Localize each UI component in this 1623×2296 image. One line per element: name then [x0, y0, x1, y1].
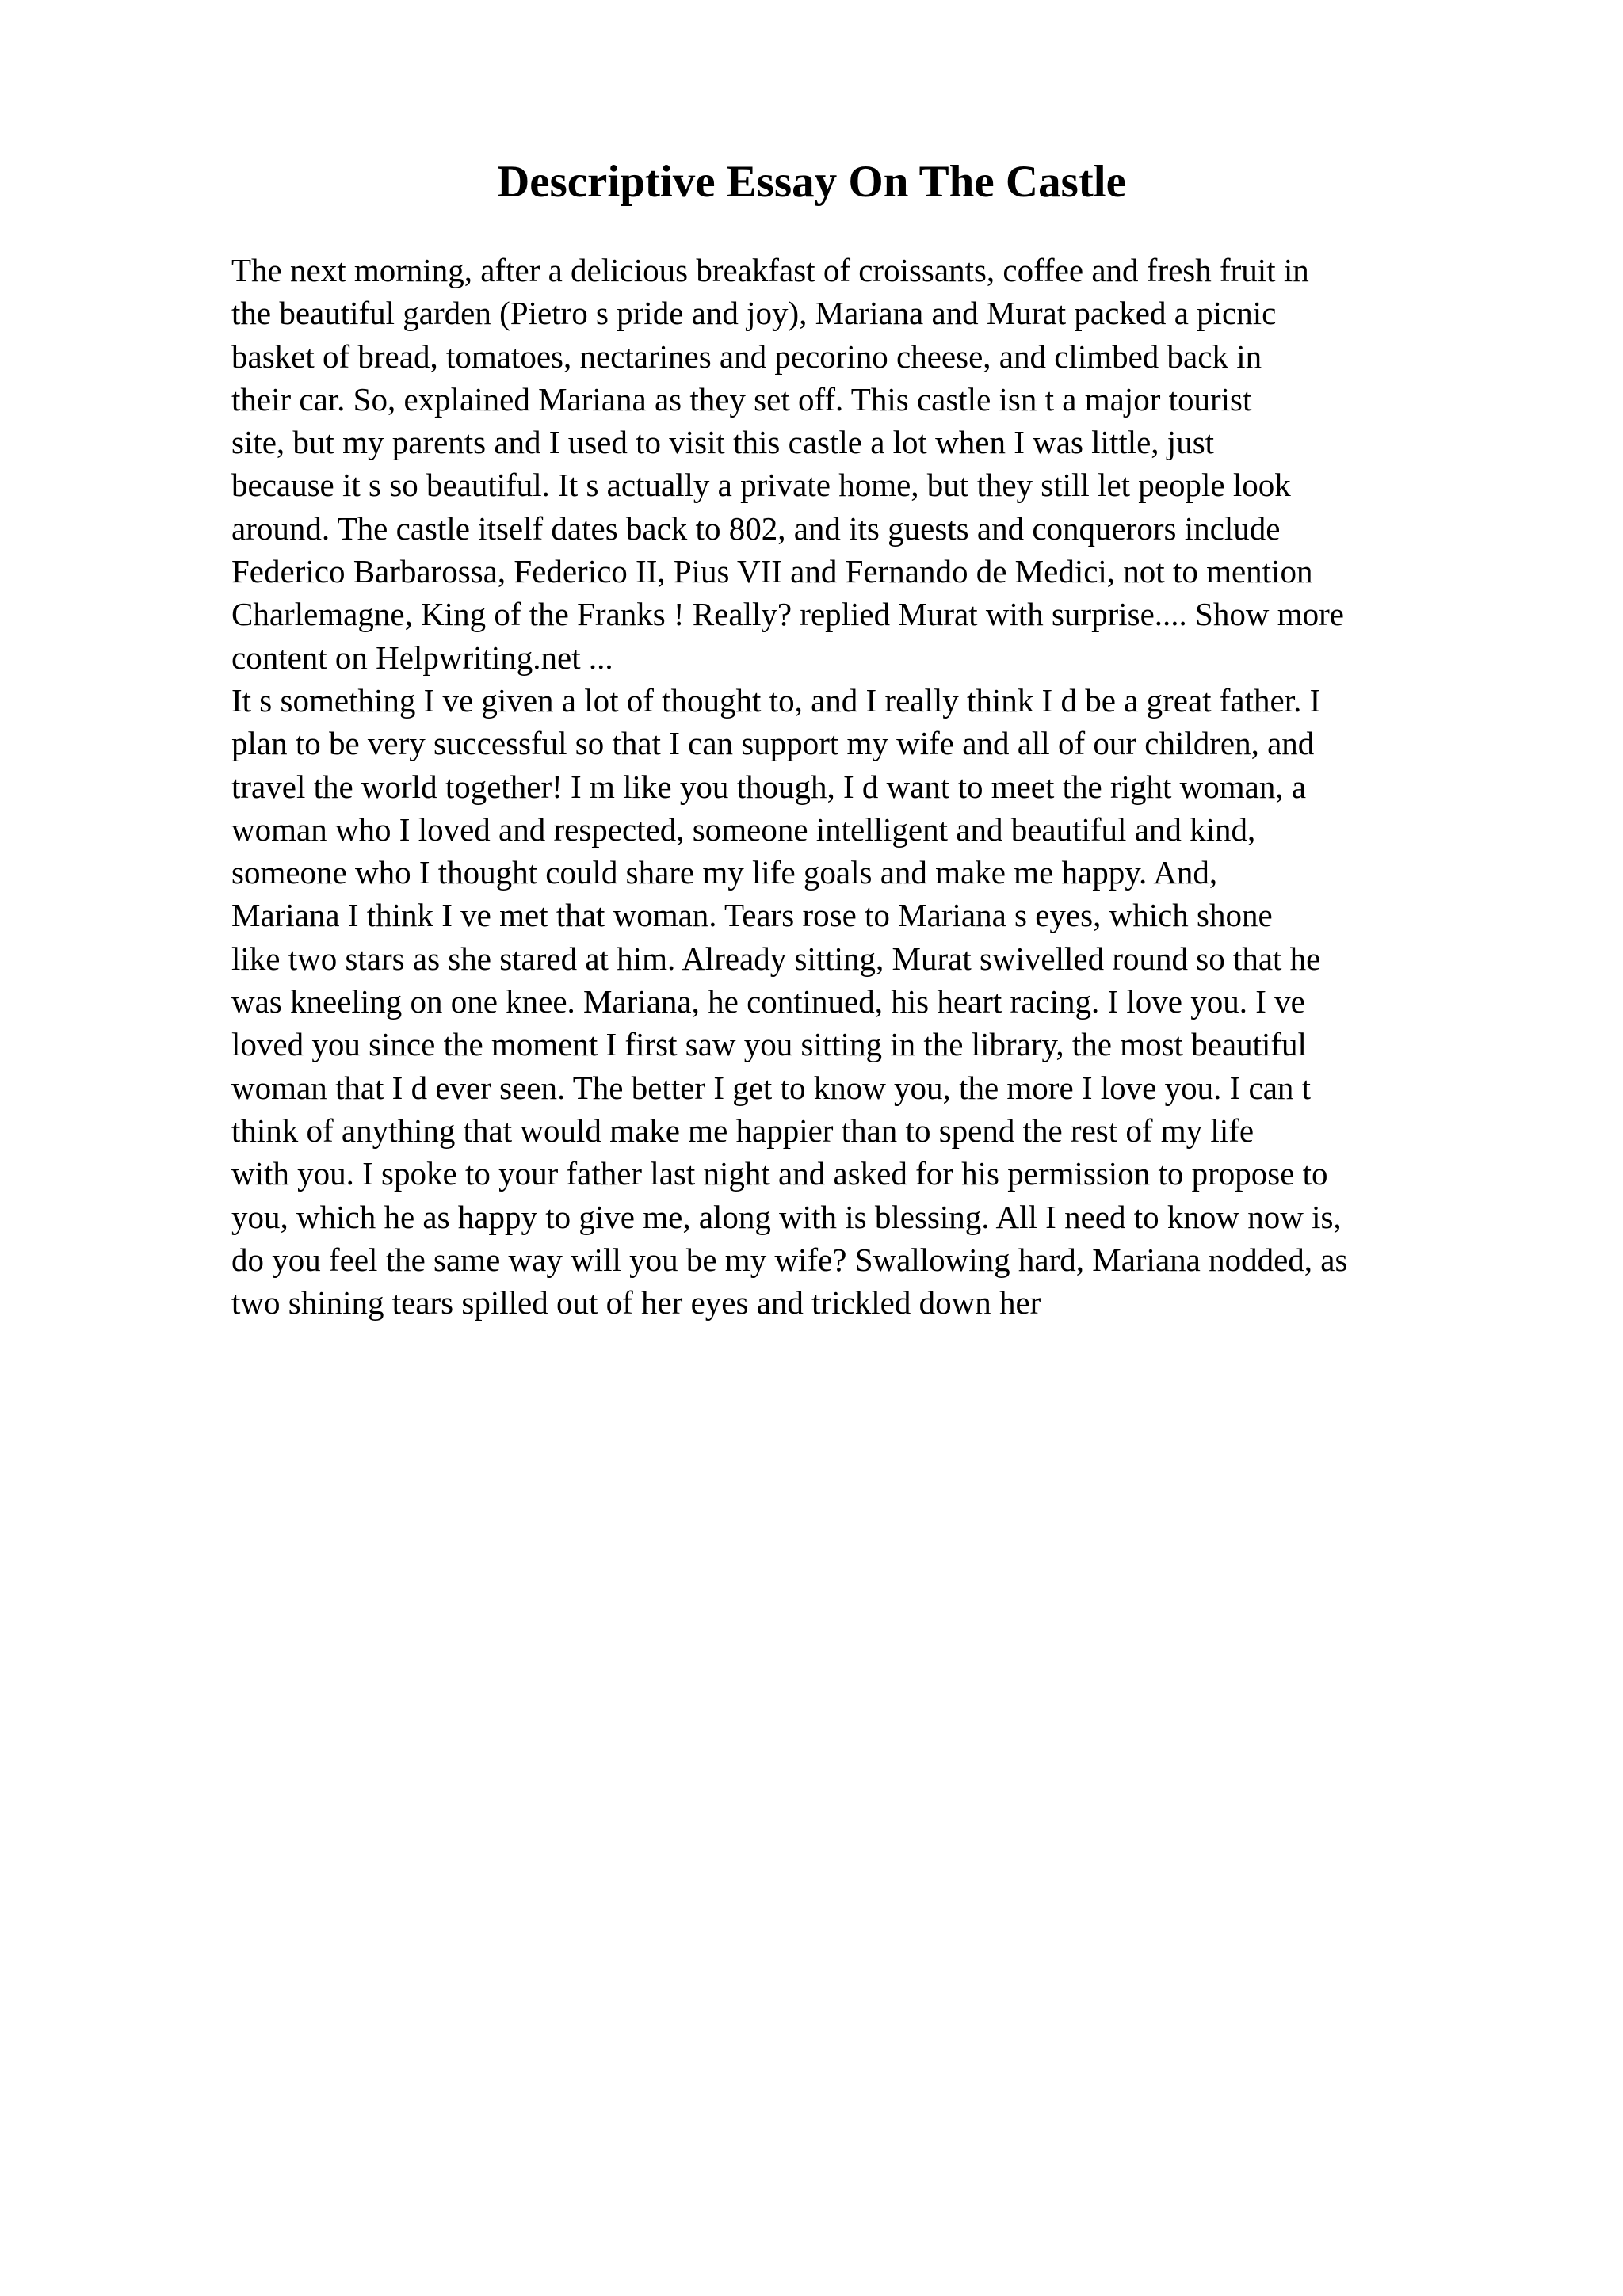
body-line: loved you since the moment I first saw you sitting in the library, the most beautiful — [231, 1026, 1307, 1063]
body-line: the beautiful garden (Pietro s pride and joy), Mariana and Murat packed a picnic — [231, 295, 1277, 332]
body-line: someone who I thought could share my life goals and make me happy. And, — [231, 854, 1218, 891]
document-title: Descriptive Essay On The Castle — [497, 157, 1126, 207]
body-line: The next morning, after a delicious breakfast of croissants, coffee and fresh fruit in — [231, 252, 1309, 288]
document-body — [231, 249, 1515, 1324]
body-line: around. The castle itself dates back to 802, and its guests and conquerors include — [231, 509, 1281, 547]
body-line: because it s so beautiful. It s actually a private home, but they still let people look — [231, 467, 1291, 504]
body-line: you, which he as happy to give me, along with is blessing. All I need to know now is, — [231, 1198, 1342, 1235]
body-line: with you. I spoke to your father last night and asked for his permission to propose to — [231, 1155, 1328, 1192]
body-line: Mariana I think I ve met that woman. Tears rose to Mariana s eyes, which shone — [231, 897, 1273, 934]
body-line: their car. So, explained Mariana as they set off. This castle isn t a major tourist — [231, 380, 1252, 418]
body-line: Charlemagne, King of the Franks ! Really? replied Murat with surprise.... Show more — [231, 596, 1344, 633]
body-line: like two stars as she stared at him. Already sitting, Murat swivelled round so that he — [231, 940, 1321, 977]
body-line: It s something I ve given a lot of thought to, and I really think I d be a great father. I — [231, 681, 1321, 719]
body-line: basket of bread, tomatoes, nectarines and pecorino cheese, and climbed back in — [231, 338, 1262, 375]
body-line: two shining tears spilled out of her eyes and trickled down her — [231, 1284, 1041, 1322]
body-line: do you feel the same way will you be my wife? Swallowing hard, Mariana nodded, as — [231, 1241, 1348, 1278]
body-line: was kneeling on one knee. Mariana, he continued, his heart racing. I love you. I ve — [231, 983, 1305, 1020]
body-line: site, but my parents and I used to visit this castle a lot when I was little, just — [231, 424, 1215, 461]
body-line: woman that I d ever seen. The better I get to know you, the more I love you. I can t — [231, 1069, 1312, 1106]
body-line: think of anything that would make me happier than to spend the rest of my life — [231, 1112, 1254, 1149]
body-line: woman who I loved and respected, someone intelligent and beautiful and kind, — [231, 810, 1256, 848]
body-line: plan to be very successful so that I can support my wife and all of our children, and — [231, 725, 1315, 762]
body-line: travel the world together! I m like you though, I d want to meet the right woman, a — [231, 768, 1307, 805]
body-line: Federico Barbarossa, Federico II, Pius VII and Fernando de Medici, not to mention — [231, 553, 1313, 590]
body-line: content on Helpwriting.net ... — [231, 639, 613, 676]
